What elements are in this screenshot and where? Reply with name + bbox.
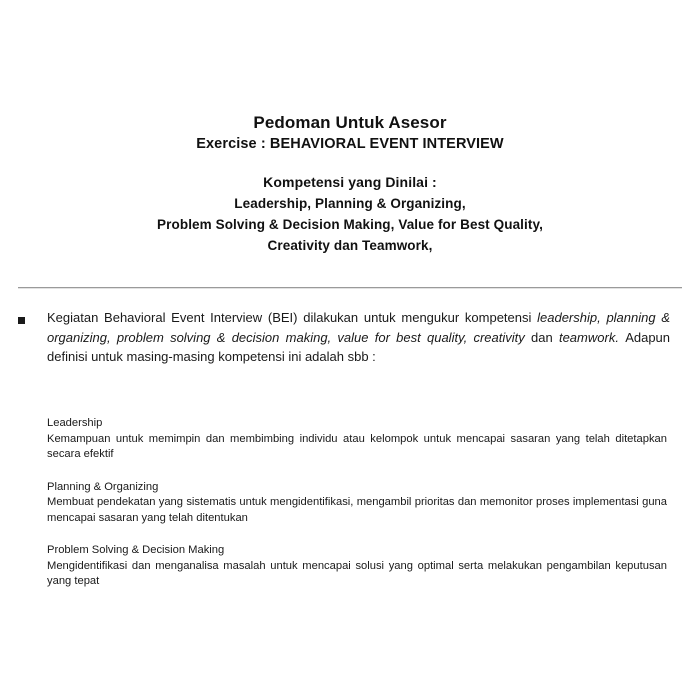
competency-heading: Kompetensi yang Dinilai :: [263, 174, 437, 190]
exercise-subtitle: Exercise : BEHAVIORAL EVENT INTERVIEW: [196, 136, 504, 152]
definition-term: Problem Solving & Decision Making: [47, 544, 225, 556]
definition-term: Planning & Organizing: [47, 480, 159, 493]
document-header: [0, 112, 700, 256]
title-spacer: [0, 154, 700, 172]
definition-block: [47, 543, 667, 590]
intro-text-run-1: leadership, planning & organizing, problem solving & decision making, value for best quality, creativity: [47, 310, 670, 345]
intro-bullet-item: [18, 308, 670, 367]
competency-line-3: Creativity dan Teamwork,: [267, 238, 433, 253]
square-bullet-icon: [18, 317, 25, 324]
intro-paragraph: [47, 308, 670, 367]
header-divider-rule: [18, 287, 682, 289]
page-title: Pedoman Untuk Asesor: [253, 113, 447, 132]
definition-text: Membuat pendekatan yang sistematis untuk mengidentifikasi, mengambil prioritas dan memonitor proses implementasi guna mencapai sasaran yang telah ditentukan: [47, 496, 667, 524]
intro-text-run-0: Kegiatan Behavioral Event Interview (BEI) dilakukan untuk mengukur kompetensi: [47, 310, 538, 325]
definitions-section: [47, 416, 667, 590]
competency-line-2: Problem Solving & Decision Making, Value for Best Quality,: [157, 217, 543, 232]
definition-term: Leadership: [47, 417, 103, 429]
definition-block: [47, 416, 667, 463]
definition-text: Mengidentifikasi dan menganalisa masalah untuk mencapai solusi yang optimal serta melakukan pengambilan keputusan yang tepat: [47, 559, 667, 587]
intro-text-run-3: teamwork.: [558, 329, 626, 345]
competency-line-1: Leadership, Planning & Organizing,: [234, 196, 466, 211]
intro-text-run-2: dan: [531, 329, 559, 345]
definition-text: Kemampuan untuk memimpin dan membimbing individu atau kelompok untuk mencapai sasaran yang telah ditetapkan secara efektif: [47, 432, 667, 460]
definition-block: [47, 480, 667, 527]
intro-text-run-4: Adapun definisi untuk masing-masing kompetensi ini adalah sbb :: [47, 329, 671, 364]
